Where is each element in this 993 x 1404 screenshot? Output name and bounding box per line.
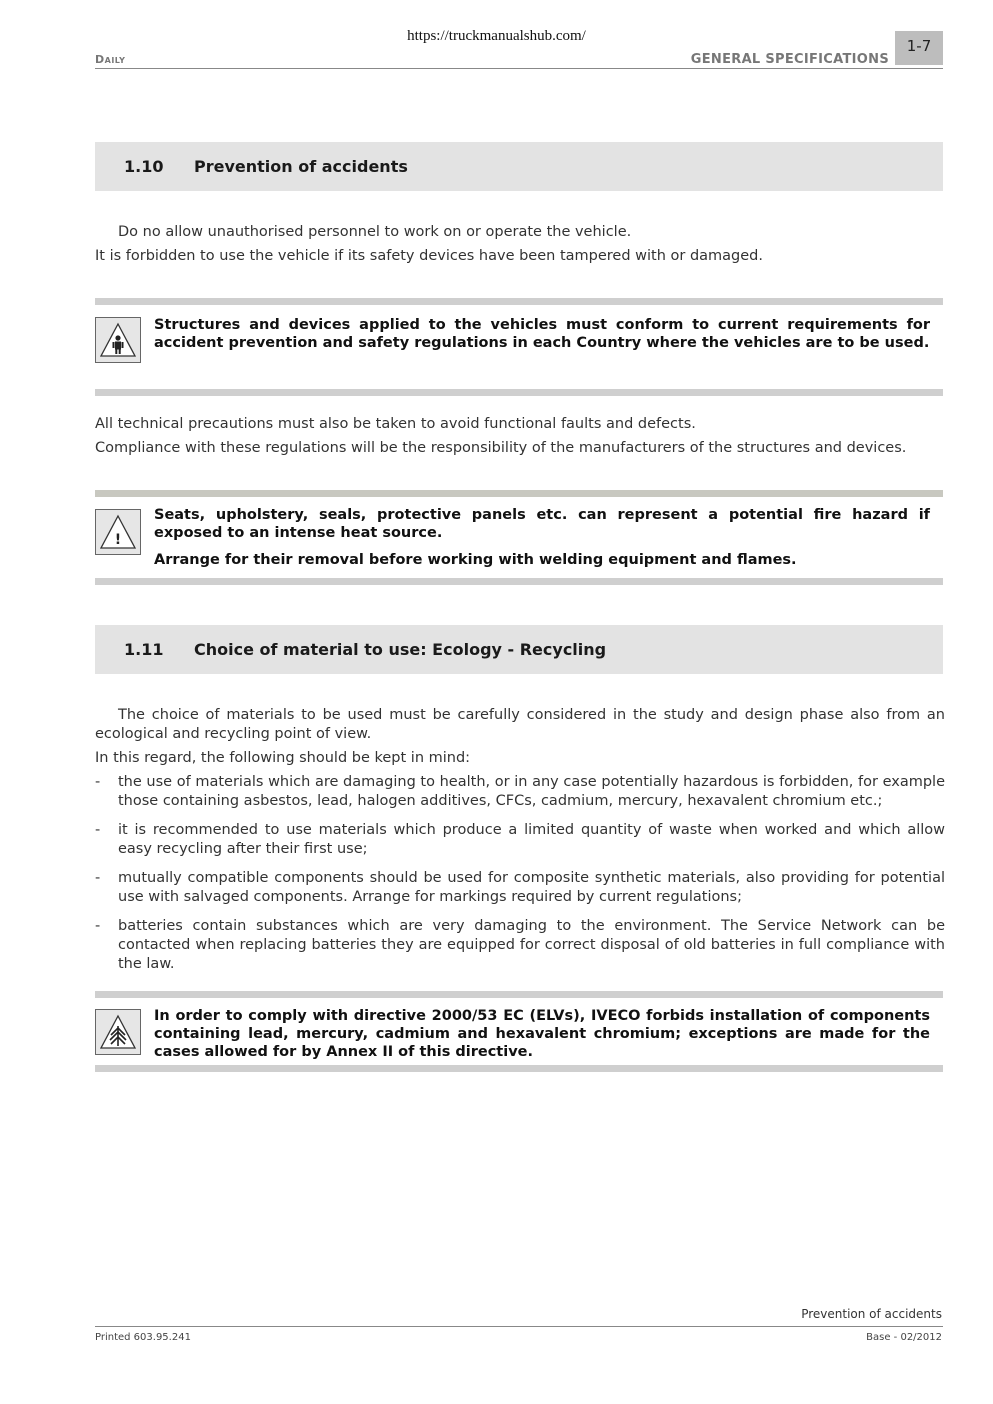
warning-band-top (95, 490, 943, 497)
section-number: 1.11 (124, 640, 164, 659)
warning-text: Arrange for their removal before working with welding equipment and flames. (154, 552, 797, 568)
list-item-text: it is recommended to use materials which produce a limited quantity of waste when worked and which allow easy recycling after their first use; (118, 822, 945, 857)
section-heading-1-10 (95, 142, 943, 191)
note-band-top (95, 991, 943, 998)
paragraph: In this regard, the following should be kept in mind: (95, 750, 471, 766)
paragraph: Do no allow unauthorised personnel to work on or operate the vehicle. (118, 224, 632, 240)
bullet-marker: - (95, 774, 101, 790)
footer-printed: Printed 603.95.241 (95, 1332, 191, 1343)
header-chapter: GENERAL SPECIFICATIONS (690, 52, 889, 67)
paragraph: All technical precautions must also be taken to avoid functional faults and defects. (95, 416, 696, 432)
warning-glyph: ! (114, 532, 122, 548)
header-model: Daily (95, 53, 126, 66)
note-band-bottom (95, 389, 943, 396)
note-band-top (95, 298, 943, 305)
section-number: 1.10 (124, 157, 164, 176)
list-item-text: the use of materials which are damaging to health, or in any case potentially hazardous is forbidden, for example those containing asbestos, lead, halogen additives, CFCs, cadmium, mercury, hexavalent chromium etc.; (118, 774, 945, 809)
footer-rule (95, 1326, 943, 1327)
warning-text: Seats, upholstery, seals, protective panels etc. can represent a potential fire hazard if exposed to an intense heat source. (154, 507, 930, 541)
exclamation-warning-icon (95, 509, 141, 555)
section-title: Prevention of accidents (194, 157, 408, 176)
footer-base: Base - 02/2012 (866, 1332, 942, 1343)
directive-note: In order to comply with directive 2000/53 EC (ELVs), IVECO forbids installation of components containing lead, mercury, cadmium and hexavalent chromium; exceptions are made for the cases allowed for by Annex II of this directive. (154, 1008, 930, 1060)
section-heading-1-11 (95, 625, 943, 674)
bullet-marker: - (95, 870, 101, 886)
list-item-text: batteries contain substances which are very damaging to the environment. The Service Network can be contacted when replacing batteries they are equipped for correct disposal of old batteries in full compliance with the law. (118, 918, 945, 972)
list-item (95, 869, 945, 909)
footer-section: Prevention of accidents (801, 1307, 942, 1321)
safety-note: Structures and devices applied to the vehicles must conform to current requirements for accident prevention and safety regulations in each Country where the vehicles are to be used. (154, 317, 930, 351)
list-item-text: mutually compatible components should be used for composite synthetic materials, also providing for potential use with salvaged components. Arrange for markings required by current regulations; (118, 870, 945, 905)
note-band-bottom (95, 1065, 943, 1072)
list-item (95, 773, 945, 813)
header-rule (95, 68, 943, 69)
bullet-marker: - (95, 822, 101, 838)
list-item (95, 917, 945, 972)
page-number: 1-7 (895, 31, 943, 65)
source-url[interactable]: https://truckmanualshub.com/ (407, 28, 586, 44)
list-item (95, 821, 945, 861)
paragraph: Compliance with these regulations will be the responsibility of the manufacturers of the structures and devices. (95, 440, 907, 456)
bullet-marker: - (95, 918, 101, 934)
tree-ecology-icon (95, 1009, 141, 1055)
paragraph: It is forbidden to use the vehicle if its safety devices have been tampered with or damaged. (95, 248, 763, 264)
warning-band-bottom (95, 578, 943, 585)
paragraph: The choice of materials to be used must be carefully considered in the study and design phase also from an ecological and recycling point of view. (95, 707, 945, 742)
section-title: Choice of material to use: Ecology - Recycling (194, 640, 607, 659)
person-safety-icon (95, 317, 141, 363)
